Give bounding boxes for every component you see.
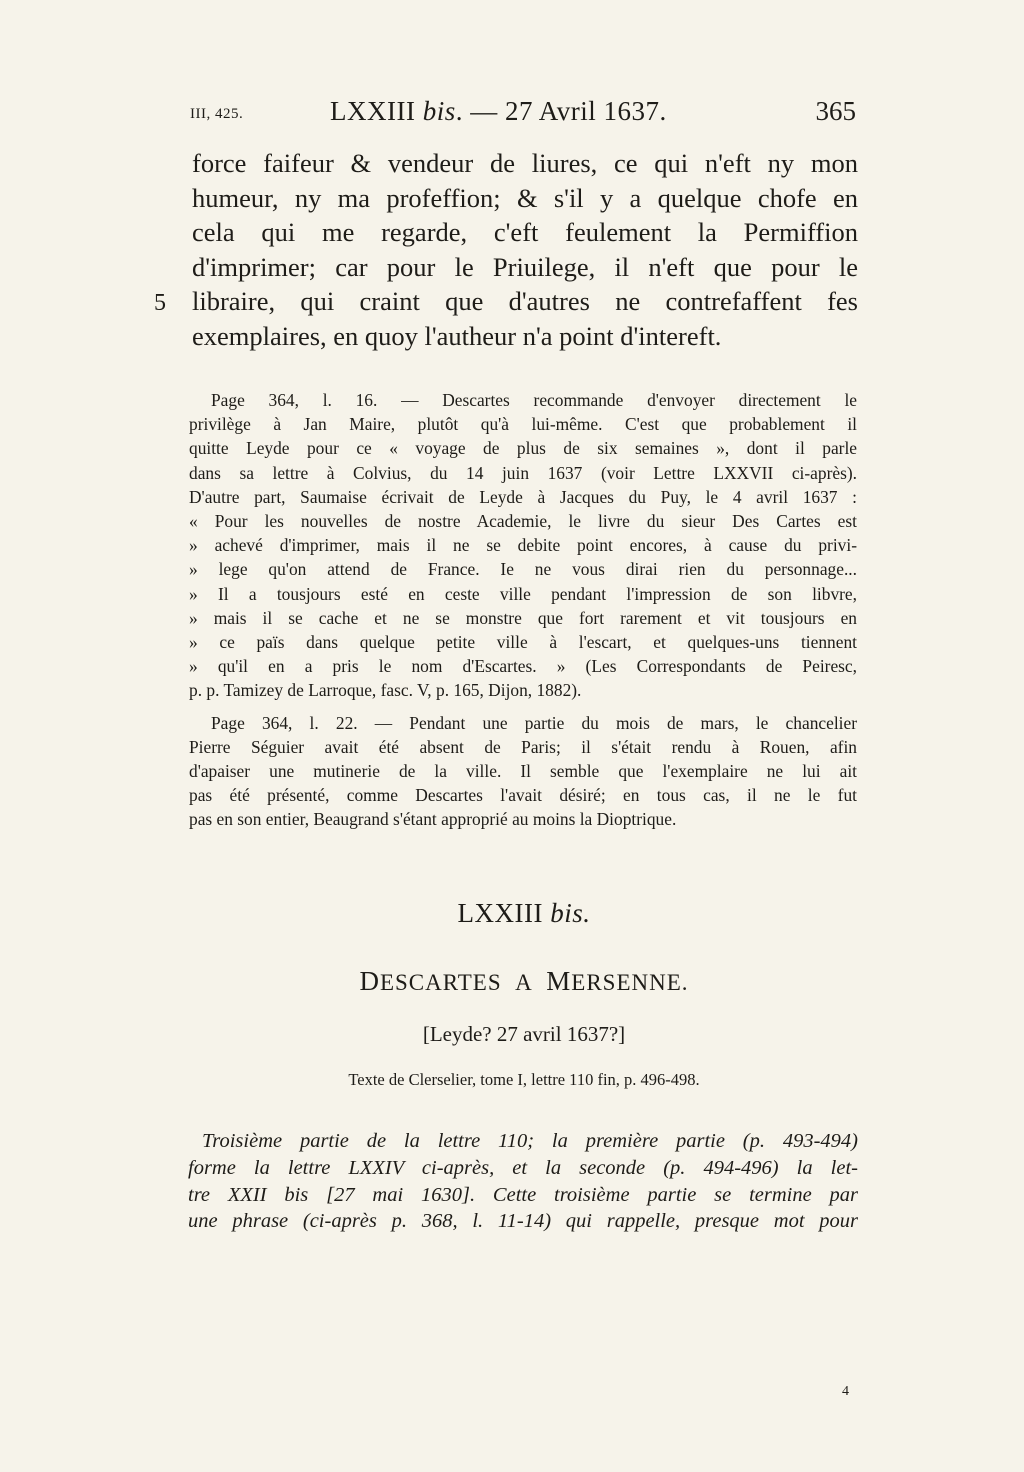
editorial-notes <box>189 388 857 840</box>
preposition-a: A <box>515 970 533 995</box>
page-number: 365 <box>815 96 856 126</box>
cross-reference: III, 425. <box>190 106 244 122</box>
running-title-bis: bis <box>422 96 456 126</box>
intro-line: Troisième partie de la lettre 110; la première partie (p. 493-494) <box>202 1130 858 1152</box>
letter-number-bis: bis. <box>550 898 591 928</box>
letter-introduction <box>188 1128 858 1235</box>
letter-date: [Leyde? 27 avril 1637?] <box>422 1022 626 1046</box>
note-line: » mais il se cache et ne se monstre que fort rarement et vit tousjours en <box>189 607 857 628</box>
line-number: 5 <box>154 290 166 316</box>
note-line: D'autre part, Saumaise écrivait de Leyde à Jacques du Puy, le 4 avril 1637 : <box>189 486 857 507</box>
note-line: pas été présenté, comme Descartes l'avait désiré; en tous cas, il ne le fut <box>189 785 857 806</box>
text-line: force faifeur & vendeur de liures, ce qui n'eft ny mon <box>192 148 858 178</box>
note-line: » Il a tousjours esté en ceste ville pendant l'impression de son libvre, <box>189 583 857 604</box>
intro-line: une phrase (ci-après p. 368, l. 11-14) qui rappelle, presque mot pour <box>188 1210 858 1233</box>
running-title-date: . — 27 Avril 1637. <box>455 96 667 126</box>
note-line: » qu'il en a pris le nom d'Escartes. » (Les Correspondants de Peiresc, <box>189 656 857 677</box>
note-page-364-l16 <box>189 388 857 703</box>
letter-number-heading <box>190 898 858 929</box>
running-title-main: LXXIII <box>330 96 423 126</box>
text-line: cela qui me regarde, c'eft feulement la Permiffion <box>192 217 858 248</box>
initial-m: M <box>546 966 572 996</box>
letter-number: LXXIII <box>457 898 551 928</box>
note-line: » achevé d'imprimer, mais il ne se debite point encores, à cause du privi- <box>189 535 857 556</box>
letter-correspondents <box>190 966 858 997</box>
letter-source: Texte de Clerselier, tome I, lettre 110 fin, p. 496-498. <box>348 1070 700 1089</box>
note-page-364-l22 <box>189 711 857 832</box>
note-line: » lege qu'on attend de France. Ie ne vous dirai rien du personnage... <box>189 559 857 580</box>
text-line: libraire, qui craint que d'autres ne contrefaffent fes <box>192 286 858 317</box>
recipient-name-rest: ERSENNE. <box>571 970 689 995</box>
note-line: quitte Leyde pour ce « voyage de plus de six semaines », dont il parle <box>189 438 857 459</box>
note-line: privilège à Jan Maire, plutôt qu'à lui-même. C'est que probablement il <box>189 414 857 435</box>
letter-text <box>192 146 858 354</box>
intro-line: tre XXII bis [27 mai 1630]. Cette troisième partie se termine par <box>188 1183 858 1206</box>
note-line: Page 364, l. 16. — Descartes recommande d'envoyer directement le <box>211 390 857 410</box>
note-line: » ce païs dans quelque petite ville à l'escart, et quelques-uns tiennent <box>189 632 857 653</box>
initial-d: D <box>359 966 380 996</box>
sender-name-rest: ESCARTES <box>379 970 502 995</box>
text-line: d'imprimer; car pour le Priuilege, il n'eft que pour le <box>192 251 858 282</box>
note-line: Pierre Séguier avait été absent de Paris; il s'était rendu à Rouen, afin <box>189 736 857 757</box>
intro-line: forme la lettre LXXIV ci-après, et la seconde (p. 494-496) la let- <box>188 1156 858 1179</box>
note-line: dans sa lettre à Colvius, du 14 juin 1637 (voir Lettre LXXVII ci-après). <box>189 462 857 483</box>
note-line: Page 364, l. 22. — Pendant une partie du mois de mars, le chancelier <box>211 712 857 733</box>
note-line: « Pour les nouvelles de nostre Academie, le livre du sieur Des Cartes est <box>189 511 857 532</box>
signature-mark: 4 <box>842 1384 849 1399</box>
text-line: humeur, ny ma profeffion; & s'il y a quelque chofe en <box>192 182 858 213</box>
running-head <box>190 96 858 136</box>
text-line: exemplaires, en quoy l'autheur n'a point d'intereft. <box>192 320 722 351</box>
note-line: p. p. Tamizey de Larroque, fasc. V, p. 165, Dijon, 1882). <box>189 680 582 701</box>
note-line: d'apaiser une mutinerie de la ville. Il semble que l'exemplaire ne lui ait <box>189 761 857 782</box>
note-line: pas en son entier, Beaugrand s'étant approprié au moins la Dioptrique. <box>189 809 677 830</box>
running-title <box>330 96 667 127</box>
